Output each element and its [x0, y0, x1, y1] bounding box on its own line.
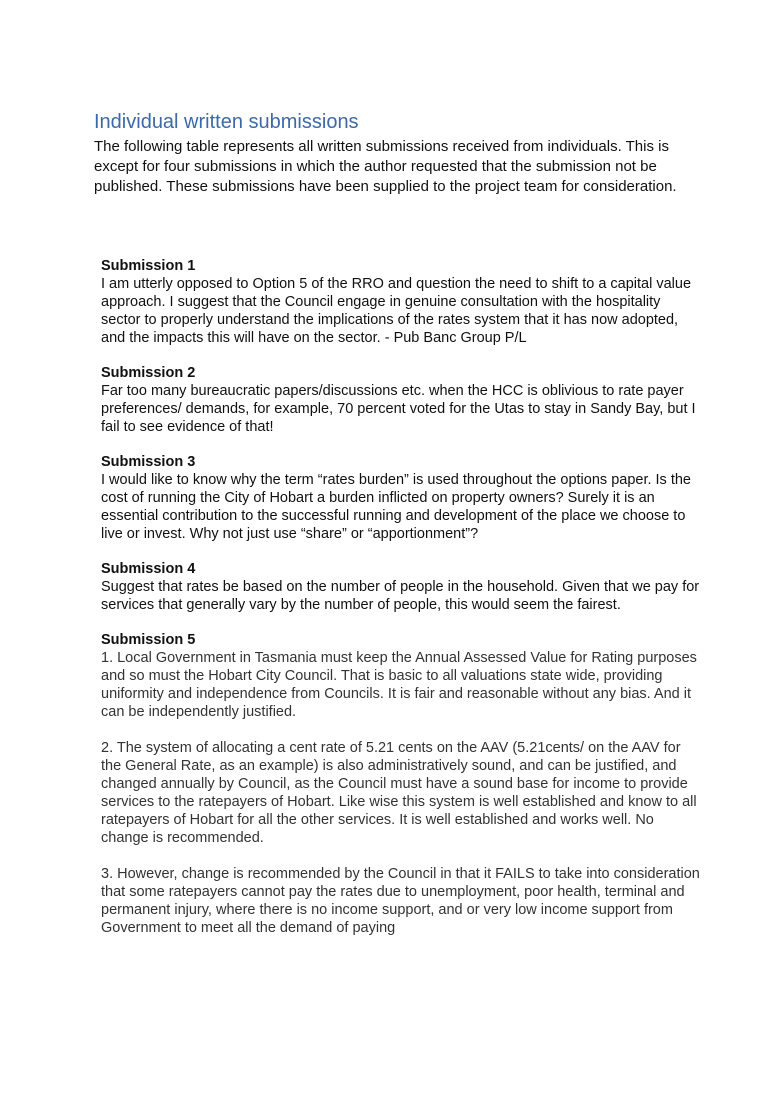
submission-title: Submission 2: [101, 365, 196, 381]
intro-paragraph: The following table represents all written submissions received from individuals. This is except for four submissions in which the author requested that the submission not be published. These submissions have been supplied to the project team for consideration.: [94, 138, 677, 195]
submission-text: 2. The system of allocating a cent rate of 5.21 cents on the AAV (5.21cents/ on the AAV for the General Rate, as an example) is also administratively sound, and can be justified, and changed annually by Council, as the Council must have a sound base for income to provide services to the ratepayers of Hobart. Like wise this system is well established and know to all ratepayers of Hobart for all the other services. It is well established and works well. No change is recommended.: [101, 740, 697, 846]
submission-text: 3. However, change is recommended by the Council in that it FAILS to take into consideration that some ratepayers cannot pay the rates due to unemployment, poor health, terminal and permanent injury, where there is no income support, and or very low income support from Government to meet all the demand of paying: [101, 866, 700, 936]
submission-title: Submission 4: [101, 561, 196, 577]
submission-title: Submission 3: [101, 454, 196, 470]
submission-text: Suggest that rates be based on the number of people in the household. Given that we pay for services that generally vary by the number of people, this would seem the fairest.: [101, 579, 700, 613]
submission-2: [101, 364, 701, 436]
submission-text: I am utterly opposed to Option 5 of the RRO and question the need to shift to a capital value approach. I suggest that the Council engage in genuine consultation with the hospitality sector to properly understand the implications of the rates system that it has now adopted, and the impacts this will have on the sector. - Pub Banc Group P/L: [101, 276, 692, 346]
submission-title: Submission 1: [101, 258, 196, 274]
submission-3: [101, 453, 701, 543]
submission-5: [101, 631, 701, 937]
submission-1: [101, 257, 701, 347]
submission-text: 1. Local Government in Tasmania must keep the Annual Assessed Value for Rating purposes and so must the Hobart City Council. That is basic to all valuations state wide, providing uniformity and independence from Councils. It is fair and reasonable without any bias. And it can be independently justified.: [101, 650, 697, 720]
submission-text: I would like to know why the term “rates burden” is used throughout the options paper. Is the cost of running the City of Hobart a burden inflicted on property owners? Surely it is an essential contribution to the successful running and development of the place we choose to live or invest. Why not just use “share” or “apportionment”?: [101, 472, 691, 542]
submission-text: Far too many bureaucratic papers/discussions etc. when the HCC is oblivious to rate payer preferences/ demands, for example, 70 percent voted for the Utas to stay in Sandy Bay, but I fail to see evidence of that!: [101, 383, 696, 435]
submission-title: Submission 5: [101, 632, 196, 648]
submission-4: [101, 560, 701, 614]
submissions-list: [101, 257, 701, 954]
section-heading: Individual written submissions: [94, 111, 359, 133]
